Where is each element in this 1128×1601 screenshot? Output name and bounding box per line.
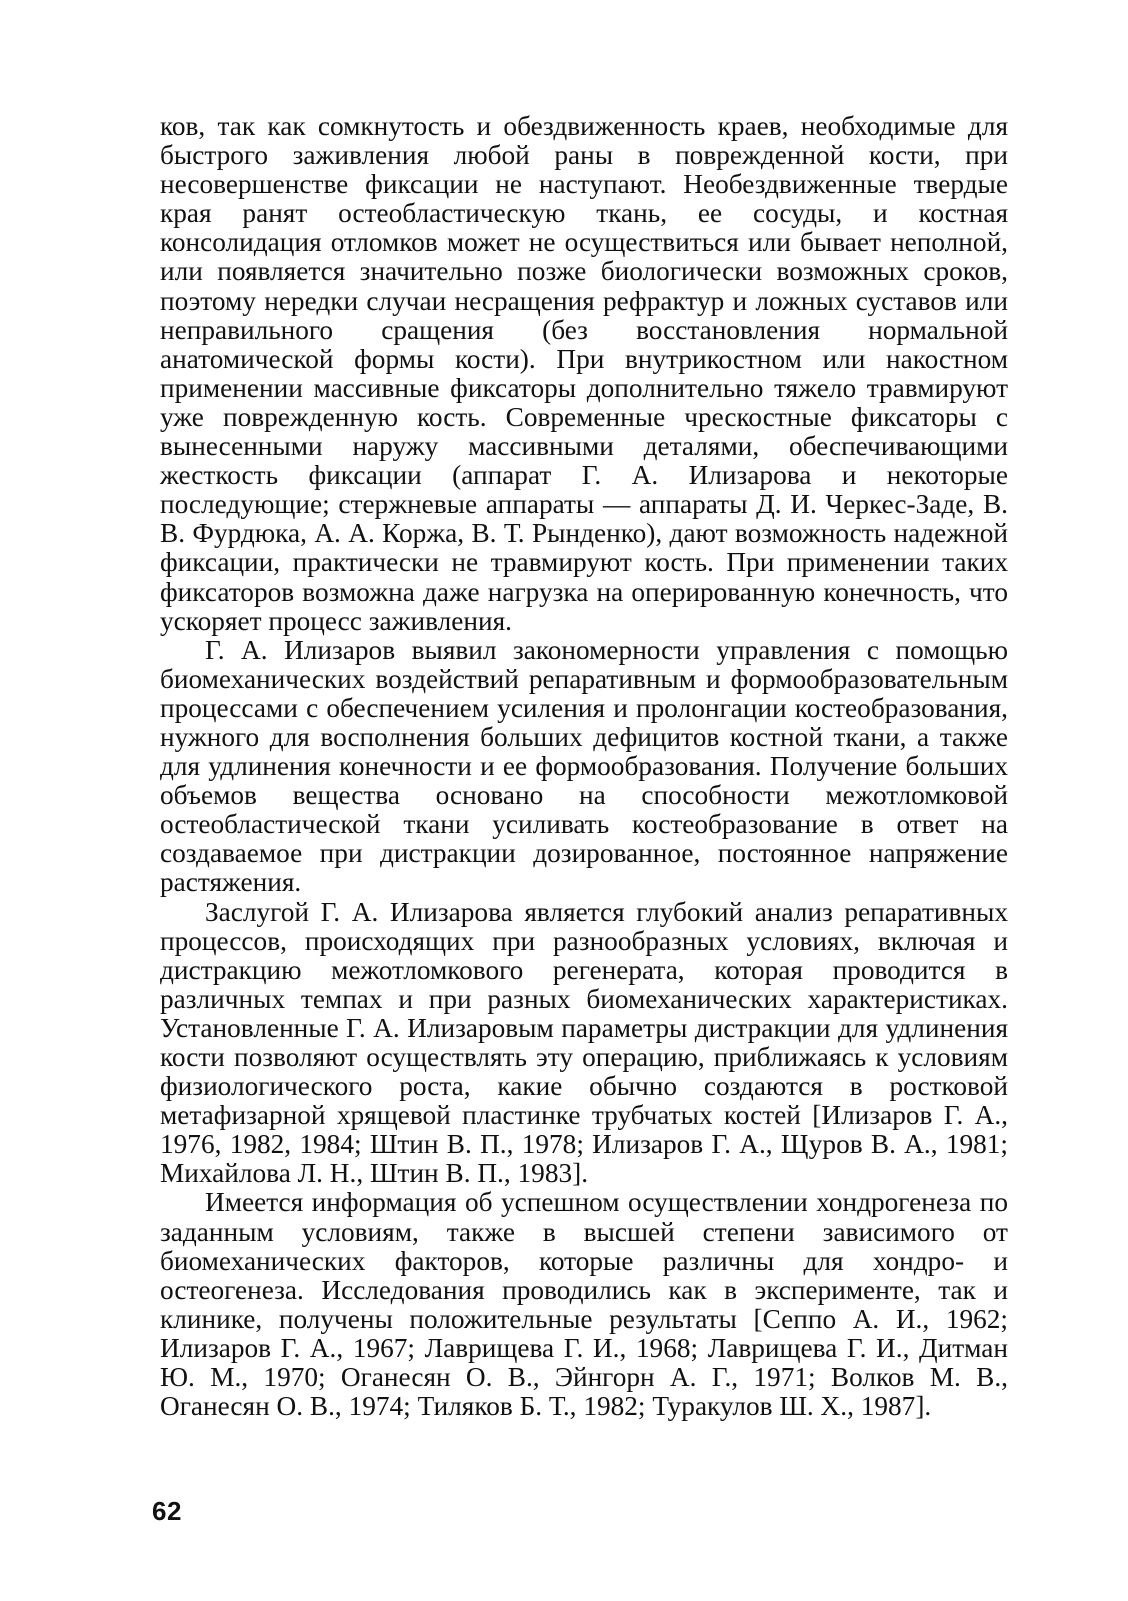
paragraph-4: Имеется информация об успешном осуществлении хондрогенеза по заданным условиям, также в высшей степени зависимого от биомеханических факторов, которые различны для хондро- и остеогенеза. Исследования проводились как в эксперименте, так и клинике, получены положительные результаты [Сеппо А. И., 1962; Илизаров Г. А., 1967; Лаврищева Г. И., 1968; Лаврищева Г. И., Дитман Ю. М., 1970; Оганесян О. В., Эйнгорн А. Г., 1971; Волков М. В., Оганесян О. В., 1974; Тиляков Б. Т., 1982; Туракулов Ш. Х., 1987]. <box>160 1187 1008 1422</box>
paragraph-2: Г. А. Илизаров выявил закономерности управления с помощью биомеханических воздействий репаративным и формообразовательным процессами с обеспечением усиления и пролонгации костеобразования, нужного для восполнения больших дефицитов костной ткани, а также для удлинения конечности и ее формообразования. Получение больших объемов вещества основано на способности межотломковой остеобластической ткани усиливать костеобразование в ответ на создаваемое при дистракции дозированное, постоянное напряжение растяжения. <box>160 634 1008 898</box>
paragraph-1: ков, так как сомкнутость и обездвиженность краев, необходимые для быстрого заживления любой раны в поврежденной кости, при несовершенстве фиксации не наступают. Необездвиженные твердые края ранят остеобластическую ткань, ее сосуды, и костная консолидация отломков может не осуществиться или бывает неполной, или появляется значительно позже биологически возможных сроков, поэтому нередки случаи несращения рефрактур и ложных суставов или неправильного сращения (без восстановления нормальной анатомической формы кости). При внутрикостном или накостном применении массивные фиксаторы дополнительно тяжело травмируют уже поврежденную кость. Современные чрескостные фиксаторы с вынесенными наружу массивными деталями, обеспечивающими жесткость фиксации (аппарат Г. А. Илизарова и некоторые последующие; стержневые аппараты — аппараты Д. И. Черкес-Заде, В. В. Фурдюка, А. А. Коржа, В. Т. Рынденко), дают возможность надежной фиксации, практически не травмируют кость. При применении таких фиксаторов возможна даже нагрузка на оперированную конечность, что ускоряет процесс заживления. <box>160 111 1008 636</box>
page-body <box>160 112 1008 1421</box>
paragraph-3: Заслугой Г. А. Илизарова является глубокий анализ репаративных процессов, происходящих при разнообразных условиях, включая и дистракцию межотломкового регенерата, которая проводится в различных темпах и при разных биомеханических характеристиках. Установленные Г. А. Илизаровым параметры дистракции для удлинения кости позволяют осуществлять эту операцию, приближаясь к условиям физиологического роста, какие обычно создаются в ростковой метафизарной хрящевой пластинке трубчатых костей [Илизаров Г. А., 1976, 1982, 1984; Штин В. П., 1978; Илизаров Г. А., Щуров В. А., 1981; Михайлова Л. Н., Штин В. П., 1983]. <box>160 896 1008 1189</box>
page-number: 62 <box>152 1496 182 1526</box>
